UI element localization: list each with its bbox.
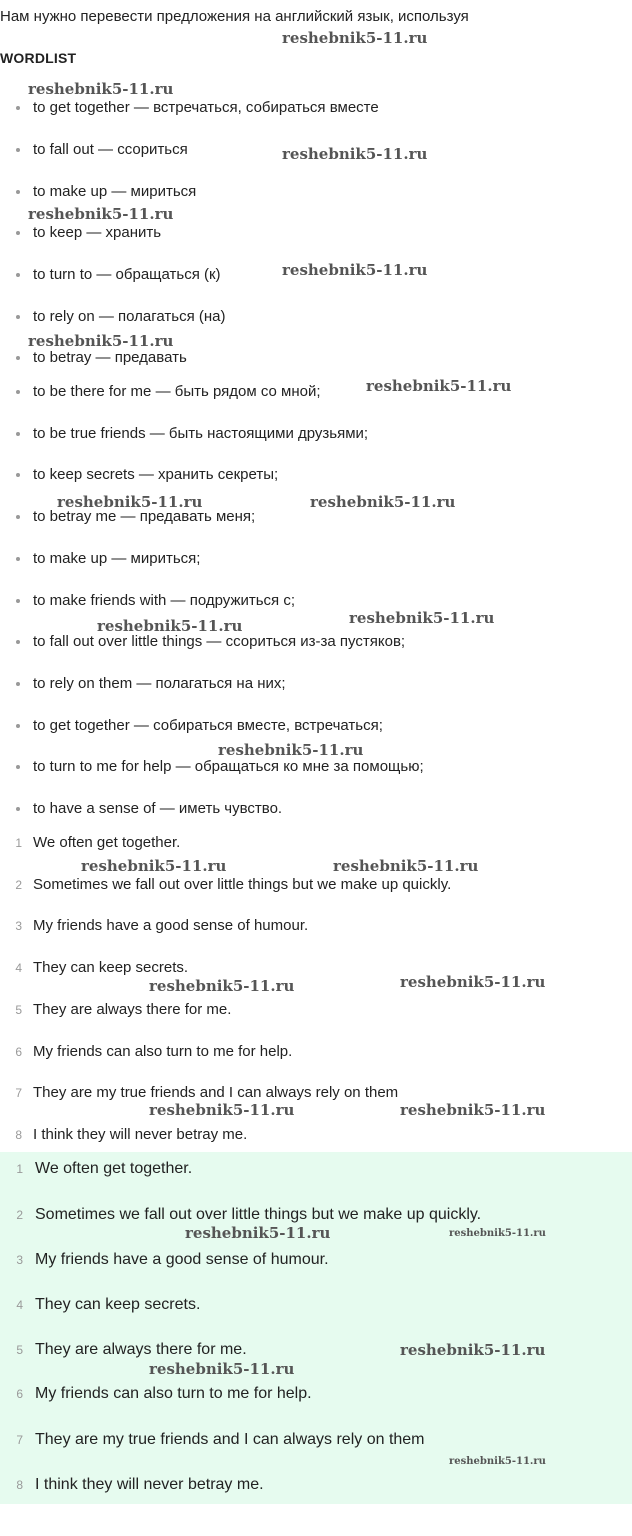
bullet-icon bbox=[16, 315, 20, 319]
watermark: reshebnik5-11.ru bbox=[149, 1360, 295, 1378]
list-item bbox=[16, 383, 321, 400]
sentence-item bbox=[0, 1084, 398, 1101]
bullet-icon bbox=[16, 148, 20, 152]
watermark: reshebnik5-11.ru bbox=[149, 977, 295, 995]
sentence-item bbox=[0, 1126, 247, 1143]
list-item bbox=[16, 308, 226, 325]
answer-item bbox=[0, 1206, 481, 1224]
answer-number: 3 bbox=[16, 1253, 23, 1267]
answer-item bbox=[0, 1431, 425, 1449]
sentence-item bbox=[0, 1043, 292, 1060]
sentence-text: They are always there for me. bbox=[33, 1001, 232, 1018]
answer-number: 7 bbox=[16, 1433, 23, 1447]
wordlist-entry: to make friends with — подружиться с; bbox=[33, 592, 296, 609]
watermark: reshebnik5-11.ru bbox=[81, 857, 227, 875]
sentence-text: They are my true friends and I can always rely on them bbox=[33, 1084, 399, 1101]
list-item bbox=[16, 758, 424, 775]
watermark: reshebnik5-11.ru bbox=[282, 145, 428, 163]
wordlist-entry: to betray me — предавать меня; bbox=[33, 508, 256, 525]
answer-text: My friends can also turn to me for help. bbox=[35, 1385, 312, 1402]
list-item bbox=[16, 717, 383, 734]
bullet-icon bbox=[16, 765, 20, 769]
watermark: reshebnik5-11.ru bbox=[366, 377, 512, 395]
bullet-icon bbox=[16, 807, 20, 811]
answer-number: 1 bbox=[16, 1162, 23, 1176]
answer-number: 8 bbox=[16, 1478, 23, 1492]
sentence-text: Sometimes we fall out over little things but we make up quickly. bbox=[33, 876, 452, 893]
watermark: reshebnik5-11.ru bbox=[449, 1456, 546, 1467]
answer-number: 6 bbox=[16, 1387, 23, 1401]
list-item bbox=[16, 224, 161, 241]
bullet-icon bbox=[16, 724, 20, 728]
answer-item bbox=[0, 1341, 247, 1359]
list-item bbox=[16, 141, 188, 158]
watermark: reshebnik5-11.ru bbox=[333, 857, 479, 875]
wordlist-entry: to get together — собираться вместе, встречаться; bbox=[33, 717, 383, 734]
sentence-number: 1 bbox=[15, 835, 22, 850]
bullet-icon bbox=[16, 557, 20, 561]
list-item bbox=[16, 508, 255, 525]
watermark: reshebnik5-11.ru bbox=[218, 741, 364, 759]
wordlist-entry: to rely on them — полагаться на них; bbox=[33, 675, 286, 692]
sentence-number: 2 bbox=[15, 877, 22, 892]
answer-item bbox=[0, 1160, 192, 1178]
watermark: reshebnik5-11.ru bbox=[349, 609, 495, 627]
answer-text: They can keep secrets. bbox=[35, 1296, 201, 1313]
watermark: reshebnik5-11.ru bbox=[282, 261, 428, 279]
sentence-number: 6 bbox=[15, 1044, 22, 1059]
list-item bbox=[16, 99, 379, 116]
wordlist-entry: to keep — хранить bbox=[33, 224, 162, 241]
watermark: reshebnik5-11.ru bbox=[28, 80, 174, 98]
wordlist-entry: to turn to — обращаться (к) bbox=[33, 266, 221, 283]
sentence-number: 3 bbox=[15, 918, 22, 933]
list-item bbox=[16, 466, 278, 483]
sentence-item bbox=[0, 1001, 231, 1018]
answer-number: 2 bbox=[16, 1208, 23, 1222]
answer-item bbox=[0, 1385, 312, 1403]
sentence-text: My friends have a good sense of humour. bbox=[33, 917, 309, 934]
bullet-icon bbox=[16, 432, 20, 436]
watermark: reshebnik5-11.ru bbox=[400, 973, 546, 991]
list-item bbox=[16, 633, 405, 650]
sentence-item bbox=[0, 917, 308, 934]
sentence-number: 8 bbox=[15, 1127, 22, 1142]
watermark: reshebnik5-11.ru bbox=[97, 617, 243, 635]
bullet-icon bbox=[16, 231, 20, 235]
wordlist-entry: to fall out over little things — ссориться из-за пустяков; bbox=[33, 633, 406, 650]
bullet-icon bbox=[16, 390, 20, 394]
answer-item bbox=[0, 1476, 264, 1494]
sentence-item bbox=[0, 876, 451, 893]
watermark: reshebnik5-11.ru bbox=[310, 493, 456, 511]
bullet-icon bbox=[16, 515, 20, 519]
sentence-item bbox=[0, 834, 180, 851]
watermark: reshebnik5-11.ru bbox=[449, 1228, 546, 1239]
sentence-item bbox=[0, 959, 188, 976]
wordlist-entry: to get together — встречаться, собираться вместе bbox=[33, 99, 379, 116]
sentence-number: 7 bbox=[15, 1085, 22, 1100]
wordlist-title: WORDLIST bbox=[0, 50, 77, 66]
sentence-text: They can keep secrets. bbox=[33, 959, 189, 976]
bullet-icon bbox=[16, 640, 20, 644]
answer-item bbox=[0, 1296, 200, 1314]
list-item bbox=[16, 800, 282, 817]
list-item bbox=[16, 675, 286, 692]
watermark: reshebnik5-11.ru bbox=[282, 29, 428, 47]
list-item bbox=[16, 550, 200, 567]
watermark: reshebnik5-11.ru bbox=[400, 1341, 546, 1359]
bullet-icon bbox=[16, 190, 20, 194]
bullet-icon bbox=[16, 106, 20, 110]
bullet-icon bbox=[16, 599, 20, 603]
wordlist-entry: to fall out — ссориться bbox=[33, 141, 188, 158]
wordlist-entry: to make up — мириться; bbox=[33, 550, 201, 567]
sentence-text: We often get together. bbox=[33, 834, 181, 851]
wordlist-entry: to be there for me — быть рядом со мной; bbox=[33, 383, 321, 400]
watermark: reshebnik5-11.ru bbox=[400, 1101, 546, 1119]
watermark: reshebnik5-11.ru bbox=[57, 493, 203, 511]
watermark: reshebnik5-11.ru bbox=[149, 1101, 295, 1119]
wordlist-entry: to turn to me for help — обращаться ко мне за помощью; bbox=[33, 758, 424, 775]
answer-text: They are always there for me. bbox=[35, 1341, 247, 1358]
wordlist-entry: to betray — предавать bbox=[33, 349, 187, 366]
wordlist-entry: to be true friends — быть настоящими друзьями; bbox=[33, 425, 369, 442]
answer-item bbox=[0, 1251, 329, 1269]
answer-number: 4 bbox=[16, 1298, 23, 1312]
bullet-icon bbox=[16, 273, 20, 277]
sentence-number: 4 bbox=[15, 960, 22, 975]
answer-text: My friends have a good sense of humour. bbox=[35, 1251, 329, 1268]
answer-text: I think they will never betray me. bbox=[35, 1476, 264, 1493]
answer-text: Sometimes we fall out over little things but we make up quickly. bbox=[35, 1206, 482, 1223]
sentence-text: I think they will never betray me. bbox=[33, 1126, 248, 1143]
list-item bbox=[16, 425, 368, 442]
bullet-icon bbox=[16, 356, 20, 360]
answer-number: 5 bbox=[16, 1343, 23, 1357]
wordlist-entry: to rely on — полагаться (на) bbox=[33, 308, 226, 325]
bullet-icon bbox=[16, 682, 20, 686]
answer-box bbox=[0, 1152, 632, 1504]
watermark: reshebnik5-11.ru bbox=[28, 205, 174, 223]
answer-text: We often get together. bbox=[35, 1160, 193, 1177]
list-item bbox=[16, 266, 221, 283]
sentence-text: My friends can also turn to me for help. bbox=[33, 1043, 293, 1060]
list-item bbox=[16, 349, 187, 366]
intro-text: Нам нужно перевести предложения на английский язык, используя bbox=[0, 8, 469, 25]
wordlist-entry: to have a sense of — иметь чувство. bbox=[33, 800, 283, 817]
bullet-icon bbox=[16, 473, 20, 477]
watermark: reshebnik5-11.ru bbox=[28, 332, 174, 350]
list-item bbox=[16, 592, 295, 609]
answer-text: They are my true friends and I can always rely on them bbox=[35, 1431, 425, 1448]
wordlist-entry: to keep secrets — хранить секреты; bbox=[33, 466, 279, 483]
sentence-number: 5 bbox=[15, 1002, 22, 1017]
list-item bbox=[16, 183, 196, 200]
wordlist-entry: to make up — мириться bbox=[33, 183, 197, 200]
watermark: reshebnik5-11.ru bbox=[185, 1224, 331, 1242]
